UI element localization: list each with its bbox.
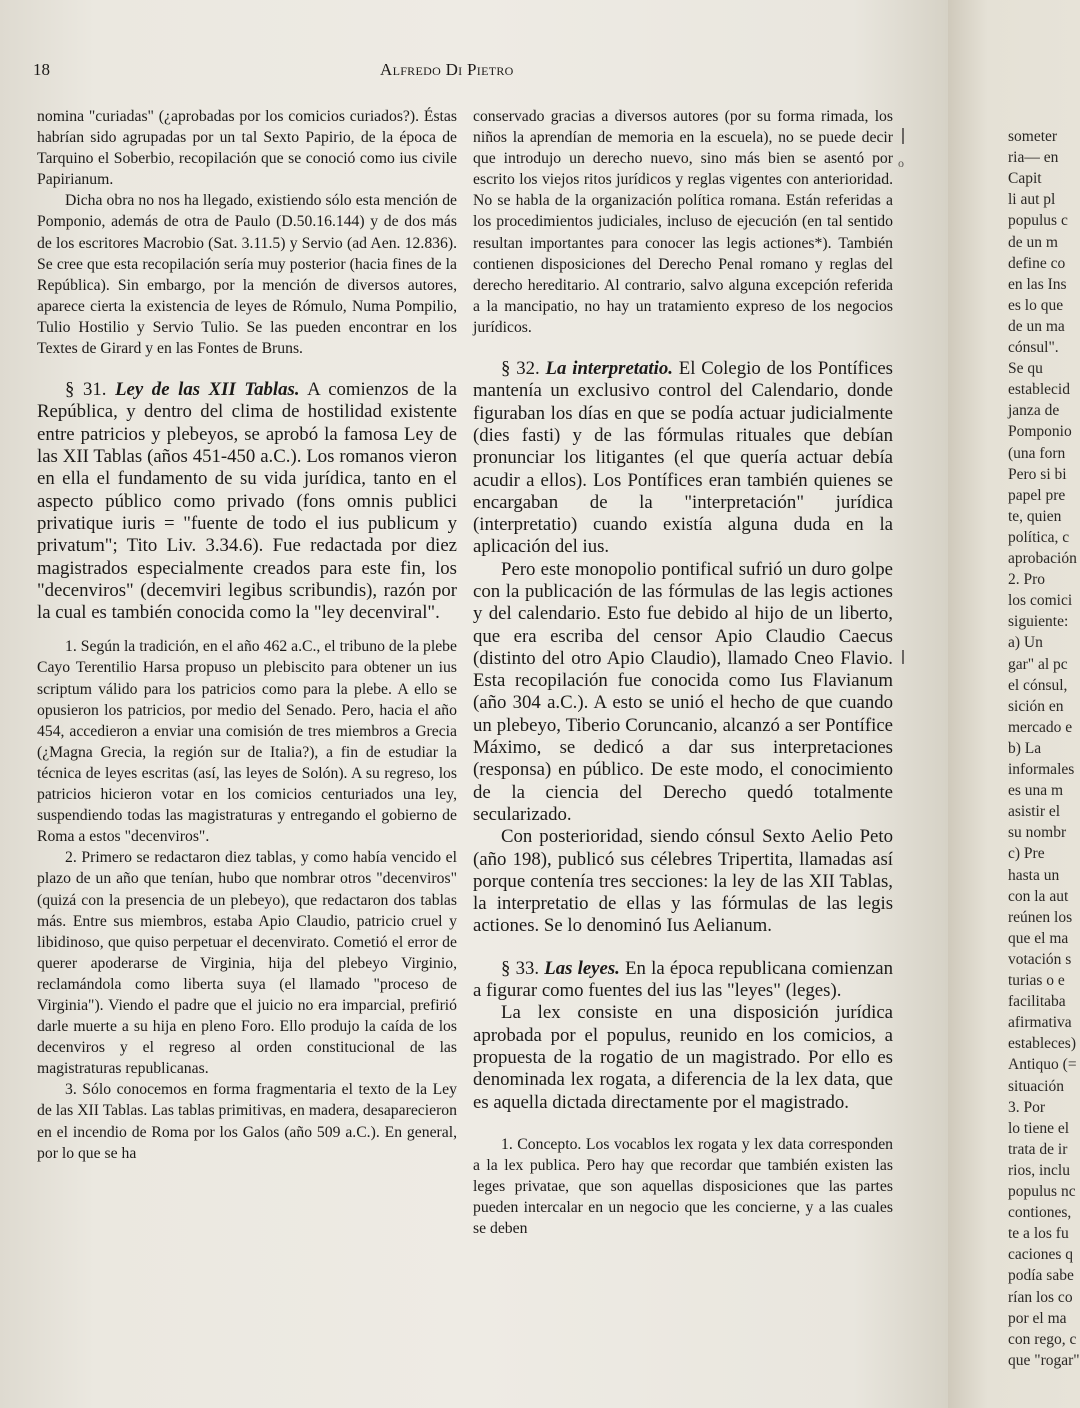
adjacent-page-fragment: situación xyxy=(1008,1077,1064,1095)
adjacent-page-fragment: los comici xyxy=(1008,592,1073,610)
note-1: 1. Concepto. Los vocablos lex rogata y lex data corresponden a la lex publica. Pero hay que recordar que también existen las leges privatae, que son aquellas disposiciones que las partes pueden intercalar en un negocio que les concierne, y a las cuales se deben xyxy=(473,1135,893,1238)
paragraph: nomina "curiadas" (¿aprobadas por los comicios curiados?). Éstas habrían sido agrupadas por un tal Sexto Papirio, de la época de Tarquino el Soberbio, recopilación que se conoció como ius civile Papirianum. xyxy=(37,108,457,189)
adjacent-page-fragment: te a los fu xyxy=(1008,1225,1069,1243)
page-number: 18 xyxy=(33,60,50,79)
adjacent-page-fragment: gar" al pc xyxy=(1008,655,1068,673)
adjacent-page-fragment: turias o e xyxy=(1008,972,1065,989)
adjacent-page-fragment: a) Un xyxy=(1008,634,1043,652)
adjacent-page-fragment: c) Pre xyxy=(1008,845,1045,863)
adjacent-page-fragment: es lo que xyxy=(1008,296,1064,314)
adjacent-page-fragment: con rego, c xyxy=(1008,1330,1077,1348)
section-33 xyxy=(473,958,893,1003)
section-body: El Colegio de los Pontífices mantenía un exclusivo control del Calendario, donde figuraban los días en que se podía actuar judicialmente (dies fasti) y de las fórmulas rituales que debían pronunciar los litigantes (el que quería actuar debía acudir a ellos). Los Pontífices eran también quienes se encargaban de la "interpretación" jurídica (interpretatio) cuando existía alguna duda en la aplicación del ius. xyxy=(473,358,893,558)
adjacent-page-fragment: en las Ins xyxy=(1008,275,1067,293)
section-body: En la época republicana comienzan a figurar como fuentes del ius las "leyes" (leges). xyxy=(473,957,893,1002)
adjacent-page-fragment: sición en xyxy=(1008,697,1064,715)
paragraph: Pero este monopolio pontifical sufrió un duro golpe con la publicación de las fórmulas de las legis actiones y del calendario. Esto fue debido al hijo de un liberto, que era escriba del censor Apio Claudio Caecus (distinto del otro Apio Claudio), llamado Cneo Flavio. Esta recopilación fue conocida como Ius Flavianum (año 304 a.C.). A esto se unió el hecho de que cuando un plebeyo, Tiberio Coruncanio, alcanzó a ser Pontífice Máximo, se dedicó a dar sus interpretaciones (responsa) en público. De este modo, el conocimiento de la ciencia del Derecho quedó totalmente secularizado. xyxy=(473,558,893,825)
adjacent-page-fragment: someter xyxy=(1008,128,1058,145)
section-number: § 32. xyxy=(501,358,540,380)
adjacent-page-fragment: facilitaba xyxy=(1008,993,1066,1011)
adjacent-page-fragment: populus c xyxy=(1008,212,1068,230)
adjacent-page-fragment: de un m xyxy=(1008,233,1058,251)
adjacent-page-fragment: Capit xyxy=(1008,170,1042,188)
adjacent-page-fragment: 2. Pro xyxy=(1008,571,1046,589)
adjacent-page-edge xyxy=(948,0,1080,1408)
margin-pencil-mark xyxy=(902,650,904,664)
paragraph: Dicha obra no nos ha llegado, existiendo sólo esta mención de Pomponio, además de otra de Paulo (D.50.16.144) y de dos más de los escritores Macrobio (Sat. 3.11.5) y Servio (ad Aen. 12.836). Se cree que esta recopilación sería muy posterior (hacia fines de la República). Sin embargo, por la mención de diversos autores, aparece cierta la existencia de leyes de Rómulo, Numa Pompilio, Tulio Hostilio y Servio Tulio. Se las pueden encontrar en los Textes de Girard y en las Fontes de Bruns. xyxy=(37,192,457,358)
margin-pencil-dot: o xyxy=(898,156,904,170)
adjacent-page-fragment: caciones q xyxy=(1008,1246,1073,1264)
section-number: § 31. xyxy=(65,379,107,401)
adjacent-page-fragment: con la aut xyxy=(1008,887,1069,905)
section-body: A comienzos de la República, y dentro del clima de hostilidad existente entre patricios y plebeyos, se aprobó la famosa Ley de las XII Tablas (años 451-450 a.C.). Los romanos vieron en ella el fundamento de su vida jurídica, tanto en el aspecto público como privado (fons omnis publici privatique iuris = "fuente de todo el ius publicum y privatum"; Tito Liv. 3.34.6). Fue redactada por diez magistrados especialmente creados para este fin, los "decenviros" (decemviri legibus scribundis), razón por la cual es también conocida como la "ley decenviral". xyxy=(37,379,457,624)
adjacent-page-fragment: li aut pl xyxy=(1008,191,1056,209)
adjacent-page-fragment: define co xyxy=(1008,254,1066,272)
adjacent-page-fragment: te, quien xyxy=(1008,507,1062,525)
section-title: Las leyes. xyxy=(544,957,620,979)
adjacent-page-fragment: que el ma xyxy=(1008,929,1069,947)
adjacent-page-fragment: establecid xyxy=(1008,381,1070,399)
adjacent-page-fragment: podía sabe xyxy=(1008,1267,1074,1285)
adjacent-page-fragment: por el ma xyxy=(1008,1309,1067,1327)
adjacent-page-fragment: 3. Por xyxy=(1008,1098,1046,1116)
adjacent-page-fragment: populus nc xyxy=(1008,1183,1076,1200)
adjacent-page-fragment: de un ma xyxy=(1008,317,1065,335)
adjacent-page-fragment: papel pre xyxy=(1008,486,1066,504)
adjacent-page-fragment: (una forn xyxy=(1008,444,1066,462)
adjacent-page-fragment: lo tiene el xyxy=(1008,1119,1070,1137)
running-head: Alfredo Di Pietro xyxy=(380,60,514,79)
section-title: Ley de las XII Tablas. xyxy=(115,379,300,401)
adjacent-page-fragment: Pero si bi xyxy=(1008,465,1067,483)
section-31 xyxy=(37,379,457,624)
adjacent-page-fragment: janza de xyxy=(1008,402,1060,420)
adjacent-page-fragment: el cónsul, xyxy=(1008,676,1068,694)
note-2: 2. Primero se redactaron diez tablas, y como había vencido el plazo de un año que tenían, hubo que nombrar otros "decenviros" (quizá con la presencia de un plebeyo), que redactaron dos tablas más. Entre sus miembros, estaba Apio Claudio, patricio cruel y libidinoso, que quiso perpetuar el decenvirato. Cometió el error de querer apoderarse de Virginia, hija del plebeyo Virginio, reclamándola como liberta suya (el llamado "proceso de Virginia"). Viendo el padre que el juicio no era imparcial, prefirió darle muerte a su hija en pleno Foro. Ello produjo la caída de los decenviros y el regreso al orden constitucional de las magistraturas republicanas. xyxy=(37,849,457,1078)
paragraph: conservado gracias a diversos autores (por su forma rimada, los niños la aprendían de memoria en la escuela), no se puede decir que introdujo un derecho nuevo, sino más bien se asentó por escrito los viejos ritos jurídicos y reglas vigentes con anterioridad. No se habla de la organización política romana. Están referidas a los procedimientos judiciales, incluso de ejecución (en tal sentido resultan importantes para conocer las legis actiones*). También contienen disposiciones del Derecho Penal romano y reglas del derecho hereditario. Al contrario, salvo alguna excepción referida a la mancipatio, no hay un tratamiento expreso de los negocios jurídicos. xyxy=(473,108,893,336)
section-32 xyxy=(473,358,893,559)
note-1: 1. Según la tradición, en el año 462 a.C., el tribuno de la plebe Cayo Terentilio Harsa propuso un plebiscito para obtener un ius scriptum válido para los patricios como para la plebe. A ello se opusieron los patricios, por medio del Senado. Pero, hacia el año 454, accedieron a enviar una comisión de tres miembros a Grecia (¿Magna Grecia, la región sur de Italia?), a fin de estudiar la técnica de leyes escritas (así, las leyes de Solón). A su regreso, los patricios hicieron votar en los comicios centuriados una ley, suspendiendo todas las magistraturas y entregando el gobierno de Roma a estos "decenviros". xyxy=(37,638,457,846)
note-3: 3. Sólo conocemos en forma fragmentaria el texto de la Ley de las XII Tablas. Las tablas primitivas, en madera, desaparecieron en el incendio de Roma por los Galos (año 509 a.C.). En general, por lo que se ha xyxy=(37,1081,457,1162)
adjacent-page-fragment: Pomponio xyxy=(1008,423,1072,441)
paragraph: Con posterioridad, siendo cónsul Sexto Aelio Peto (año 198), publicó sus célebres Tripertita, llamadas así porque contenía tres secciones: la ley de las XII Tablas, la interpretatio de ellas y las fórmulas de las legis actiones. Se lo denominó Ius Aelianum. xyxy=(473,826,893,937)
adjacent-page-fragment: mercado e xyxy=(1008,718,1073,736)
adjacent-page-fragment: informales xyxy=(1008,761,1075,778)
margin-pencil-mark xyxy=(902,128,904,144)
adjacent-page-fragment: hasta un xyxy=(1008,866,1060,884)
adjacent-page-fragment: reúnen los xyxy=(1008,908,1073,926)
adjacent-page-fragment: b) La xyxy=(1008,739,1042,757)
adjacent-page-fragment: asistir el xyxy=(1008,803,1061,821)
adjacent-page-fragment: rios, inclu xyxy=(1008,1161,1070,1179)
adjacent-page-fragment: política, c xyxy=(1008,528,1070,546)
section-number: § 33. xyxy=(501,957,540,979)
adjacent-page-fragment: Se qu xyxy=(1008,360,1043,378)
adjacent-page-fragment: su nombr xyxy=(1008,824,1067,842)
adjacent-page-fragment: siguiente: xyxy=(1008,613,1069,631)
adjacent-page-fragment: votación s xyxy=(1008,950,1072,968)
adjacent-page-fragment: rían los co xyxy=(1008,1288,1073,1306)
paragraph: La lex consiste en una disposición jurídica aprobada por el populus, reunido en los comicios, a propuesta de la rogatio de un magistrado. Por ello es denominada lex rogata, a diferencia de la lex data, que es aquella dictada directamente por el magistrado. xyxy=(473,1002,893,1113)
adjacent-page-fragment: aprobación xyxy=(1008,550,1077,567)
adjacent-page-fragment: es una m xyxy=(1008,782,1064,800)
adjacent-page-fragment: trata de ir xyxy=(1008,1140,1068,1158)
adjacent-page-fragment: que "rogar" xyxy=(1008,1351,1080,1369)
adjacent-page-fragment: cónsul". xyxy=(1008,339,1059,356)
section-title: La interpretatio. xyxy=(545,358,673,380)
left-column xyxy=(37,106,457,1164)
adjacent-page-fragment: ria— en xyxy=(1008,149,1059,167)
adjacent-page-fragment: contiones, xyxy=(1008,1204,1072,1222)
right-column xyxy=(473,106,893,1239)
adjacent-page-fragment: Antiquo (= xyxy=(1008,1056,1077,1074)
adjacent-page-fragment: afirmativa xyxy=(1008,1014,1072,1032)
adjacent-page-fragment: estableces) xyxy=(1008,1035,1076,1053)
